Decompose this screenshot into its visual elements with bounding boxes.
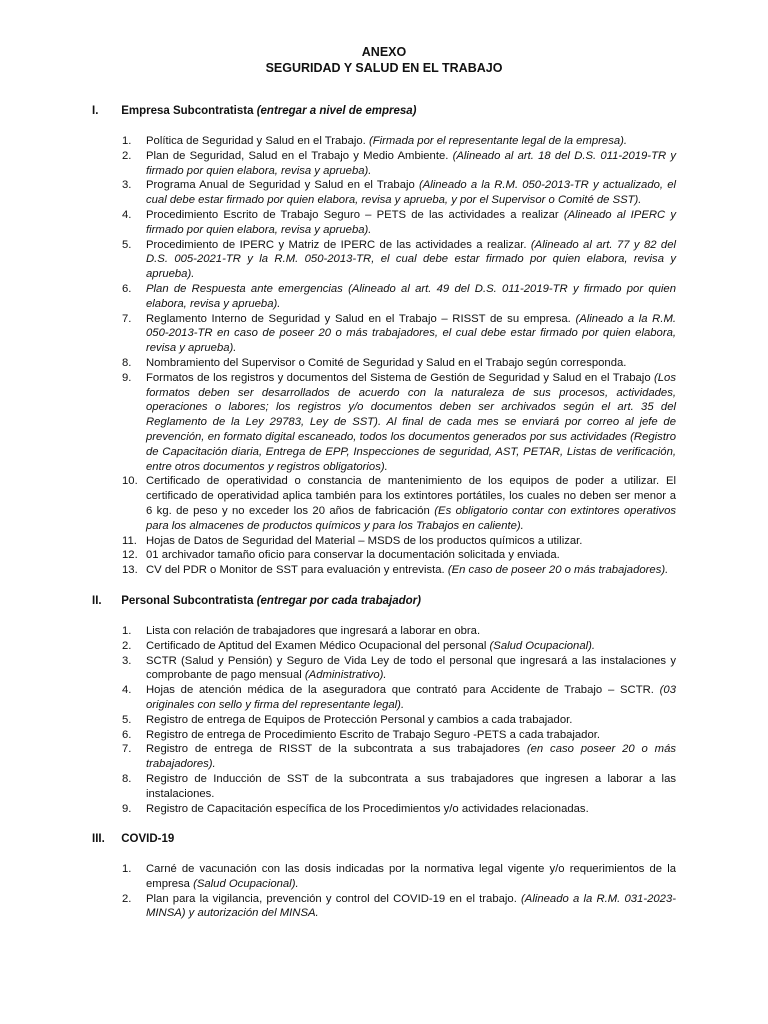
list-item: 6. Plan de Respuesta ante emergencias (Alineado al art. 49 del D.S. 011-2019-TR y firmado por quien elabora, revisa y aprueba).: [122, 282, 676, 310]
section-heading: [92, 594, 421, 608]
list-item: 1. Carné de vacunación con las dosis indicadas por la normativa legal vigente y/o requerimientos de la empresa (Salud Ocupacional).: [122, 863, 676, 890]
list-item: 2. Certificado de Aptitud del Examen Médico Ocupacional del personal (Salud Ocupacional).: [122, 639, 596, 652]
section-title: Personal Subcontratista: [121, 595, 254, 607]
list-item: 2. Plan para la vigilancia, prevención y control del COVID-19 en el trabajo. (Alineado a la R.M. 031-2023-MINSA) y autorización del MINSA.: [122, 892, 676, 920]
section-number: I.: [92, 105, 99, 117]
list-item: 1. Política de Seguridad y Salud en el Trabajo. (Firmada por el representante legal de la empresa).: [122, 135, 628, 147]
section-number: III.: [92, 833, 105, 845]
document-header: [0, 44, 768, 76]
list-item: 13. CV del PDR o Monitor de SST para evaluación y entrevista. (En caso de poseer 20 o más trabajadores).: [122, 564, 669, 577]
section-list: [112, 624, 676, 816]
list-item: 9. Registro de Capacitación específica de los Procedimientos y/o actividades relacionadas.: [122, 802, 589, 815]
list-item: 6. Registro de entrega de Procedimiento Escrito de Trabajo Seguro -PETS a cada trabajador.: [122, 728, 601, 741]
list-item: 11. Hojas de Datos de Seguridad del Material – MSDS de los productos químicos a utilizar.: [122, 534, 583, 547]
section-heading: [92, 104, 417, 118]
document-subtitle: SEGURIDAD Y SALUD EN EL TRABAJO: [265, 61, 503, 75]
list-item: 1. Lista con relación de trabajadores que ingresará a laborar en obra.: [122, 625, 481, 637]
list-item: 12. 01 archivador tamaño oficio para conservar la documentación solicitada y enviada.: [122, 549, 560, 562]
list-item: 2. Plan de Seguridad, Salud en el Trabajo y Medio Ambiente. (Alineado al art. 18 del D.S. 011-2019-TR y firmado por quien elabora, revisa y aprueba).: [122, 149, 676, 177]
list-item: 7. Reglamento Interno de Seguridad y Salud en el Trabajo – RISST de su empresa. (Alineado a la R.M. 050-2013-TR en caso de poseer 20 o más trabajadores, el cual debe estar firmado por quien elabora, revisa y aprueba).: [122, 312, 677, 355]
list-item: 3. Programa Anual de Seguridad y Salud en el Trabajo (Alineado a la R.M. 050-2013-TR y actualizado, el cual debe estar firmado por quien elabora, revisa y aprueba, y por el Supervisor o Comité de SST).: [122, 179, 676, 207]
section-number: II.: [92, 595, 102, 607]
list-item: 5. Procedimiento de IPERC y Matriz de IPERC de las actividades a realizar. (Alineado al art. 77 y 82 del D.S. 005-2021-TR y la R.M. 050-2013-TR, el cual debe estar firmado por quien elabora, revisa y aprueba).: [122, 238, 676, 281]
list-item: 10. Certificado de operatividad o constancia de mantenimiento de los equipos de poder a utilizar. El certificado de operatividad aplica también para los extintores portátiles, los cuales no deben ser menor a 6 kg. de peso y no exceder los 20 años de fabricación (Es obligatorio contar con extintores operativos para los almacenes de productos químicos y para los Trabajos en caliente).: [122, 475, 677, 532]
list-item: 8. Registro de Inducción de SST de la subcontrata a sus trabajadores que ingresen a laborar a las instalaciones.: [122, 772, 676, 800]
list-item: 4. Hojas de atención médica de la aseguradora que contrató para Accidente de Trabajo – SCTR. (03 originales con sello y firma del representante legal).: [122, 684, 676, 711]
section-note: (entregar por cada trabajador): [256, 595, 421, 607]
list-item: 9. Formatos de los registros y documentos del Sistema de Gestión de Seguridad y Salud en el Trabajo (Los formatos deben ser desarrollados de acuerdo con la naturaleza de sus procesos, actividades, operaciones o labores; los registros y/o documentos deben ser archivados según el art. 35 del Reglamento de la Ley 29783, Ley de SST). Al final de cada mes se enviará por correo al jefe de prevención, en formato digital escaneado, todos los documentos generados por sus actividades (Registro de Capacitación diaria, Entrega de EPP, Inspecciones de seguridad, AST, PETAR, Listas de verificación, entre otros documentos y registros obligatorios).: [122, 371, 676, 473]
list-item: 7. Registro de entrega de RISST de la subcontrata a sus trabajadores (en caso poseer 20 o más trabajadores).: [122, 743, 676, 771]
section-list: [112, 862, 676, 921]
list-item: 4. Procedimiento Escrito de Trabajo Seguro – PETS de las actividades a realizar (Alineado al IPERC y firmado por quien elabora, revisa y aprueba).: [122, 208, 676, 236]
list-item: 5. Registro de entrega de Equipos de Protección Personal y cambios a cada trabajador.: [122, 713, 573, 726]
document-title: ANEXO: [361, 45, 407, 59]
section-note: (entregar a nivel de empresa): [256, 105, 417, 117]
section-title: Empresa Subcontratista: [121, 105, 254, 117]
list-item: 8. Nombramiento del Supervisor o Comité de Seguridad y Salud en el Trabajo según corresponda.: [122, 356, 627, 369]
list-item: 3. SCTR (Salud y Pensión) y Seguro de Vida Ley de todo el personal que ingresará a las instalaciones y comprobante de pago mensual (Administrativo).: [122, 654, 676, 682]
section-list: [112, 134, 676, 578]
section-title: COVID-19: [121, 833, 175, 845]
section-heading: [92, 832, 174, 846]
